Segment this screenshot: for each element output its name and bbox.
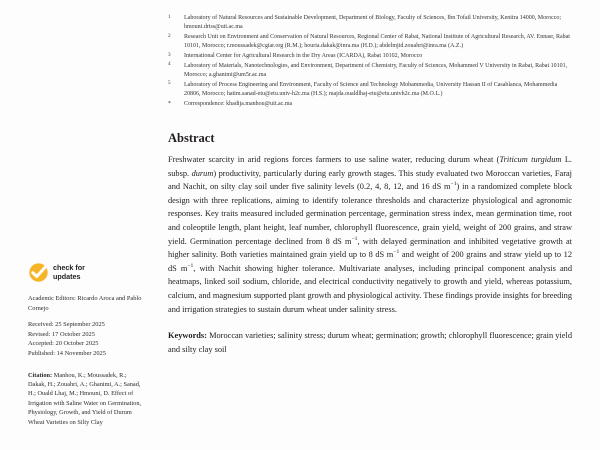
- affiliation-item: [168, 62, 572, 80]
- check-circle-icon: [28, 262, 49, 283]
- affiliation-text: Laboratory of Process Engineering and Environment, Faculty of Science and Technology Mohammedia, University Hassan II of Casablanca, Mohammedia 20806, Morocco; hatim.sanad-etu@etu.univ-h2c.ma (H.S.); majda.oualdlhaj-etu@etu.univh2c.ma (M.O.L.): [184, 81, 558, 97]
- keywords-line: [168, 329, 572, 356]
- affiliations-list: [168, 14, 572, 109]
- abstract-seg-5: , with delayed germination and inhibited vegetative growth at higher salinity. Both varieties maintained grain yield up to 8 dS m: [168, 236, 572, 260]
- affiliation-text: Laboratory of Materials, Nanotechnologies, and Environment, Department of Chemistry, Faculty of Sciences, Mohammed V University in Rabat, Rabat 10101, Morocco; a.ghanimi@um5r.ac.ma: [184, 62, 568, 78]
- affiliation-marker: 4: [168, 61, 171, 68]
- affiliation-marker: 3: [168, 51, 171, 58]
- affiliation-marker: 1: [168, 13, 171, 20]
- affiliation-item: [168, 52, 572, 61]
- badge-label: [53, 264, 85, 281]
- unit-exponent: −1: [351, 235, 358, 242]
- citation-block: [28, 371, 145, 427]
- abstract-seg-3: ) productivity, particularly during early growth stages. This study evaluated two Moroccan varieties, Faraj and Nachit, on silty clay soil under five salinity levels (0.2, 4, 8, 12, and 16 dS m: [168, 168, 572, 192]
- affiliation-item: [168, 14, 572, 32]
- unit-exponent: −1: [450, 181, 457, 188]
- date-published: Published: 14 November 2025: [28, 349, 106, 357]
- correspondence-marker: *: [168, 101, 171, 108]
- unit-exponent: −1: [393, 249, 400, 256]
- badge-line-1: check for: [53, 263, 85, 273]
- date-accepted: Accepted: 20 October 2025: [28, 340, 99, 348]
- citation-label: Citation:: [28, 371, 53, 379]
- subspecies-name-italic: durum: [191, 168, 214, 178]
- date-revised: Revised: 17 October 2025: [28, 330, 95, 338]
- affiliation-marker: 5: [168, 80, 171, 87]
- publication-metadata: [28, 294, 145, 359]
- affiliation-text: Research Unit on Environment and Conservation of Natural Resources, Regional Center of Rabat, National Institute of Agricultural Research, AV. Ennasr, Rabat 10101, Morocco; r.moussadek@cgiar.org (R.M.); houria.dakak@inra.ma (H.D.); abdelmjid.zouahri@inra.ma (A.Z.): [184, 34, 570, 50]
- affiliation-marker: 2: [168, 32, 171, 39]
- abstract-seg-2: L. subsp.: [168, 155, 572, 178]
- affiliation-item: [168, 81, 572, 99]
- keywords-text: Moroccan varieties; salinity stress; durum wheat; germination; growth; chlorophyll fluorescence; grain yield and silty clay soil: [168, 331, 572, 354]
- badge-line-2: updates: [53, 271, 81, 281]
- affiliation-text: Laboratory of Natural Resources and Sustainable Development, Department of Biology, Faculty of Sciences, Ibn Tofail University, Kenitra 14000, Morocco; hmouni.driss@uit.ac.ma: [184, 15, 562, 31]
- keywords-label: Keywords:: [168, 331, 207, 341]
- affiliation-item: [168, 33, 572, 51]
- correspondence-item: [168, 100, 572, 109]
- abstract-seg-4: ) in a randomized complete block design with three replications, aiming to identify tolerance thresholds and characterize physiological and agronomic responses. Key traits measured included germination percentage, germination stress index, mean germination time, root and coleoptile length, plant height, leaf number, chlorophyll fluorescence, grain yield, weight of 200 grains, and straw yield. Germination percentage declined from 8 dS m: [168, 182, 573, 246]
- academic-editors: Academic Editors: Ricardo Aroca and Pablo Cornejo: [28, 295, 142, 312]
- abstract-heading: Abstract: [168, 131, 215, 145]
- abstract-text: [168, 153, 572, 316]
- date-received: Received: 25 September 2025: [28, 321, 105, 329]
- abstract-seg-6: and weight of 200 grains and straw yield up to 12 dS m: [168, 250, 572, 273]
- unit-exponent: −1: [187, 262, 194, 269]
- citation-text: Manhou, K.; Moussadek, R.; Dakak, H.; Zouahri, A.; Ghanimi, A.; Sanad, H.; Ouald Lhaj, M.; Hmouni, D. Effect of Irrigation with Saline Water on Germination, Physiology, Growth, and Yield of Durum Wheat Varieties on Silty Clay: [28, 371, 142, 426]
- main-column: [168, 0, 580, 450]
- species-name-italic: Triticum turgidum: [499, 155, 562, 164]
- affiliation-text: International Center for Agricultural Research in the Dry Areas (ICARDA), Rabat 10102, Morocco: [184, 53, 423, 59]
- check-for-updates-badge[interactable]: [28, 262, 145, 283]
- abstract-seg-7: , with Nachit showing higher tolerance. Multivariate analyses, including principal component analysis and heatmaps, linked soil sodium, chloride, and electrical conductivity negatively to growth and yield, whereas potassium, calcium, and magnesium supported plant growth and physiological activity. These findings provide insights for breeding and irrigation strategies to sustain durum wheat under salinity stress.: [168, 263, 572, 314]
- correspondence-text: Correspondence: khadija.manhou@uit.ac.ma: [184, 100, 293, 107]
- abstract-seg-1: Freshwater scarcity in arid regions forces farmers to use saline water, reducing durum wheat (: [168, 155, 500, 164]
- sidebar: [0, 0, 155, 450]
